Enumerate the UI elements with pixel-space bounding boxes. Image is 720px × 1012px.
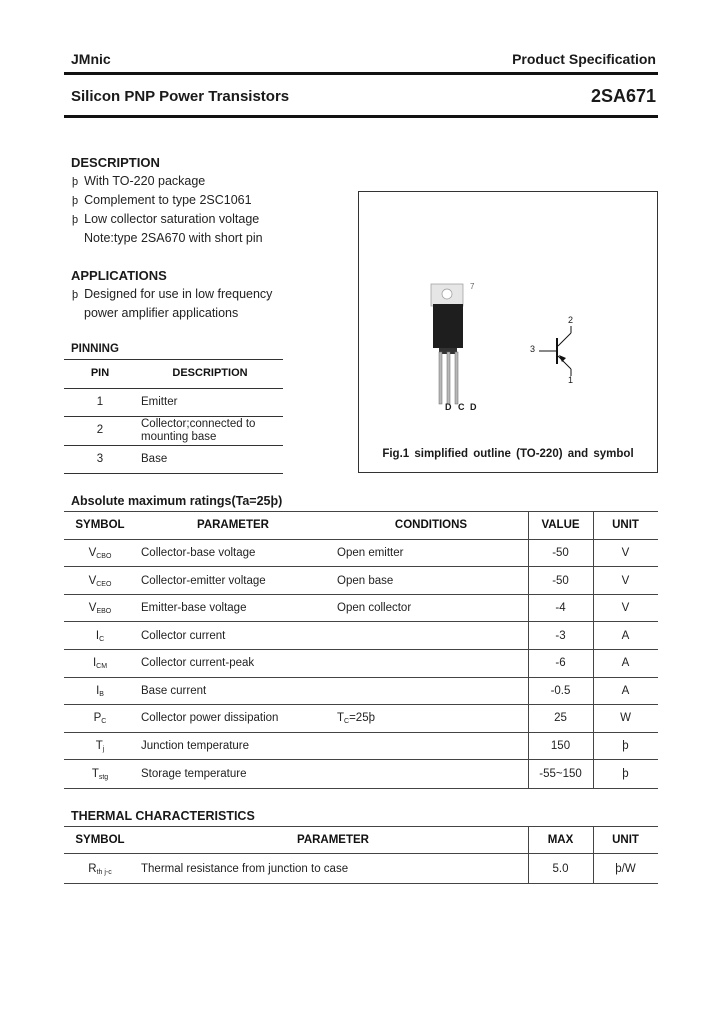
rating-value: 25 [554, 712, 567, 724]
rating-parameter: Emitter-base voltage [141, 602, 247, 614]
rating-symbol: $V_{EBO}$ [88, 602, 112, 615]
rating-value: -50 [552, 575, 569, 587]
figure-box [358, 191, 658, 473]
pin-number: 3 [96, 453, 104, 465]
header-rule-bottom [64, 115, 658, 118]
table-rule [64, 566, 658, 567]
rating-value: 150 [550, 740, 571, 752]
pinning-col-pin: PIN [90, 367, 110, 379]
table-rule [64, 759, 658, 760]
rating-symbol: $V_{CEO}$ [88, 575, 112, 588]
rating-parameter: Collector current-peak [141, 657, 255, 669]
table-rule [64, 594, 658, 595]
pinning-rule [64, 388, 283, 389]
rating-symbol: $T_{stg}$ [91, 768, 109, 781]
rating-value: -50 [552, 547, 569, 559]
rating-parameter: Collector-emitter voltage [141, 575, 266, 587]
table-rule [64, 704, 658, 705]
pinning-title: PINNING [71, 343, 119, 355]
bullet-icon: þ [72, 214, 79, 226]
rating-parameter: Collector current [141, 630, 226, 642]
rating-unit: A [621, 685, 630, 697]
rating-condition: Open base [337, 575, 394, 587]
rating-unit: V [621, 602, 630, 614]
table-rule [64, 649, 658, 650]
rating-parameter: Storage temperature [141, 768, 247, 780]
rating-unit: þ [622, 768, 629, 780]
doc-type: Product Specification [512, 51, 656, 67]
rating-symbol: $I_C$ [95, 630, 105, 643]
pin-description: Emitter [141, 396, 178, 408]
pin-description-cont: mounting base [141, 431, 217, 443]
figure-caption: Fig.1 simplified outline (TO-220) and symbol [382, 448, 634, 460]
package-top-mark: 7 [470, 282, 475, 291]
rating-parameter: Collector-base voltage [141, 547, 256, 559]
part-number: 2SA671 [590, 86, 656, 106]
table-rule [64, 853, 658, 854]
rating-value: -55~150 [539, 768, 582, 780]
col-header-unit: UNIT [612, 519, 639, 531]
pin-description: Base [141, 453, 168, 465]
table-rule [64, 883, 658, 884]
description-item: þ Complement to type 2SC1061 [72, 193, 252, 207]
rating-condition: Open emitter [337, 547, 404, 559]
header-rule-top [64, 72, 658, 75]
pinning-rule [64, 416, 283, 417]
col-header-conditions: CONDITIONS [394, 519, 468, 531]
pinning-rule [64, 473, 283, 474]
table-rule [64, 788, 658, 789]
col-header-symbol: SYMBOL [75, 519, 125, 531]
rating-value: -0.5 [550, 685, 571, 697]
col-header-symbol: SYMBOL [75, 834, 125, 846]
rating-symbol: $P_C$ [93, 712, 107, 725]
thermal-symbol: $R_{th j-c}$ [88, 863, 112, 876]
pinning-rule [64, 445, 283, 446]
rating-value: -3 [555, 630, 566, 642]
rating-value: -6 [555, 657, 566, 669]
col-header-parameter: PARAMETER [197, 519, 269, 531]
rating-parameter: Collector power dissipation [141, 712, 279, 724]
description-title: DESCRIPTION [71, 155, 160, 170]
thermal-max: 5.0 [552, 863, 569, 875]
table-rule [64, 732, 658, 733]
applications-item: þ Designed for use in low frequency [72, 287, 273, 301]
rating-unit: A [621, 657, 630, 669]
description-item: þ Low collector saturation voltage [72, 212, 260, 226]
pin-description: Collector;connected to [141, 418, 256, 430]
rating-value: -4 [555, 602, 566, 614]
rating-symbol: $I_{CM}$ [92, 657, 108, 670]
rating-unit: þ [622, 740, 629, 752]
rating-parameter: Junction temperature [141, 740, 250, 752]
col-header-parameter: PARAMETER [297, 834, 369, 846]
bullet-icon: þ [72, 176, 79, 188]
rating-unit: V [621, 575, 630, 587]
table-rule [64, 826, 658, 827]
thermal-title: THERMAL CHARACTERISTICS [71, 809, 255, 823]
rating-symbol: $I_B$ [96, 685, 104, 698]
pinning-rule [64, 359, 283, 360]
pinning-col-desc: DESCRIPTION [172, 367, 248, 379]
lead-label: D [445, 402, 452, 412]
table-rule [64, 621, 658, 622]
lead-label: D [470, 402, 477, 412]
pin-number: 1 [96, 396, 104, 408]
col-header-max: MAX [547, 834, 574, 846]
symbol-pin-collector: 2 [568, 315, 574, 325]
description-item: þ With TO-220 package [72, 174, 206, 188]
rating-condition: $T_C=25þ$ [337, 712, 375, 725]
abs-max-title: Absolute maximum ratings(Ta=25þ) [71, 494, 283, 508]
applications-item-cont: power amplifier applications [84, 306, 239, 320]
bullet-icon: þ [72, 195, 79, 207]
lead-label: C [458, 402, 465, 412]
col-header-unit: UNIT [612, 834, 639, 846]
description-note: Note:type 2SA670 with short pin [84, 231, 263, 245]
rating-symbol: $T_j$ [95, 740, 105, 753]
rating-unit: A [621, 630, 630, 642]
bullet-icon: þ [72, 289, 79, 301]
applications-title: APPLICATIONS [71, 268, 167, 283]
thermal-parameter: Thermal resistance from junction to case [141, 863, 349, 875]
rating-condition: Open collector [337, 602, 412, 614]
transistor-symbol [359, 192, 657, 472]
rating-symbol: $V_{CBO}$ [88, 547, 112, 560]
table-rule [64, 539, 658, 540]
thermal-unit: þ/W [615, 863, 636, 875]
symbol-pin-base: 3 [530, 344, 536, 354]
table-rule [64, 677, 658, 678]
symbol-pin-emitter: 1 [568, 375, 574, 385]
pin-number: 2 [96, 424, 104, 436]
brand-name: JMnic [71, 51, 111, 67]
rating-unit: V [621, 547, 630, 559]
product-title: Silicon PNP Power Transistors [71, 88, 290, 105]
rating-unit: W [620, 712, 631, 724]
rating-parameter: Base current [141, 685, 207, 697]
col-header-value: VALUE [541, 519, 580, 531]
table-rule [64, 511, 658, 512]
